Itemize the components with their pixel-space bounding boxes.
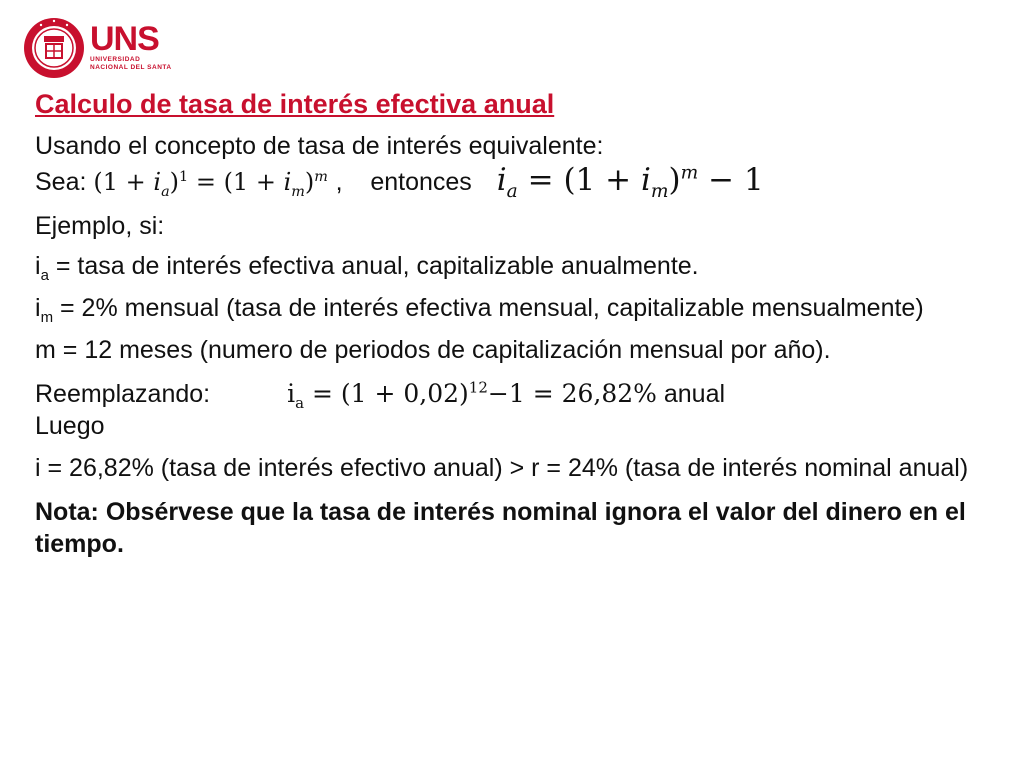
replace-formula-base: = (1 + 0,02) bbox=[304, 379, 469, 408]
ia-symbol: i bbox=[35, 252, 41, 280]
university-seal-icon bbox=[22, 16, 86, 80]
logo-name: UNS bbox=[90, 20, 159, 58]
intro-text: Usando el concepto de tasa de interés equivalente: bbox=[35, 132, 604, 160]
replace-unit: anual bbox=[656, 380, 726, 408]
logo-subtitle-2: NACIONAL DEL SANTA bbox=[90, 64, 172, 71]
ia-definition: = tasa de interés efectiva anual, capitalizable anualmente. bbox=[48, 252, 699, 280]
slide-content bbox=[35, 86, 987, 560]
sea-line bbox=[35, 162, 987, 203]
note-text: Nota: Obsérvese que la tasa de interés nominal ignora el valor del dinero en el tiempo. bbox=[35, 498, 966, 558]
sea-label: Sea: bbox=[35, 168, 87, 196]
definition-m: m = 12 meses (numero de periodos de capitalización mensual por año). bbox=[35, 336, 831, 364]
replace-line bbox=[35, 378, 987, 410]
result-formula: $i_a = (1 + i_m)^m - 1$ bbox=[496, 162, 764, 203]
im-definition: = 2% mensual (tasa de interés efectiva mensual, capitalizable mensualmente) bbox=[53, 294, 924, 322]
conclusion-text: i = 26,82% (tasa de interés efectivo anual) > r = 24% (tasa de interés nominal anual) bbox=[35, 454, 969, 482]
im-symbol: i bbox=[35, 294, 41, 322]
replace-ia-subscript: a bbox=[295, 394, 305, 412]
im-subscript: m bbox=[40, 309, 54, 326]
ia-subscript: a bbox=[40, 267, 49, 284]
replace-formula bbox=[287, 378, 657, 412]
logo-subtitle-1: UNIVERSIDAD bbox=[90, 56, 141, 63]
equivalence-formula: $(1 + i_a)^1 = (1 + i_m)^m$ bbox=[93, 168, 328, 200]
definition-im bbox=[35, 292, 987, 324]
entonces-label: , entonces bbox=[335, 168, 472, 196]
replace-formula-result: −1 = 26,82% bbox=[487, 379, 657, 408]
replace-formula-exponent: 12 bbox=[468, 378, 488, 397]
replace-ia-symbol: i bbox=[287, 379, 296, 408]
definition-ia bbox=[35, 250, 987, 282]
slide-title: Calculo de tasa de interés efectiva anual bbox=[35, 89, 555, 119]
luego-label: Luego bbox=[35, 412, 105, 440]
example-label: Ejemplo, si: bbox=[35, 212, 165, 240]
replace-label: Reemplazando: bbox=[35, 380, 211, 408]
university-logo bbox=[22, 14, 172, 84]
